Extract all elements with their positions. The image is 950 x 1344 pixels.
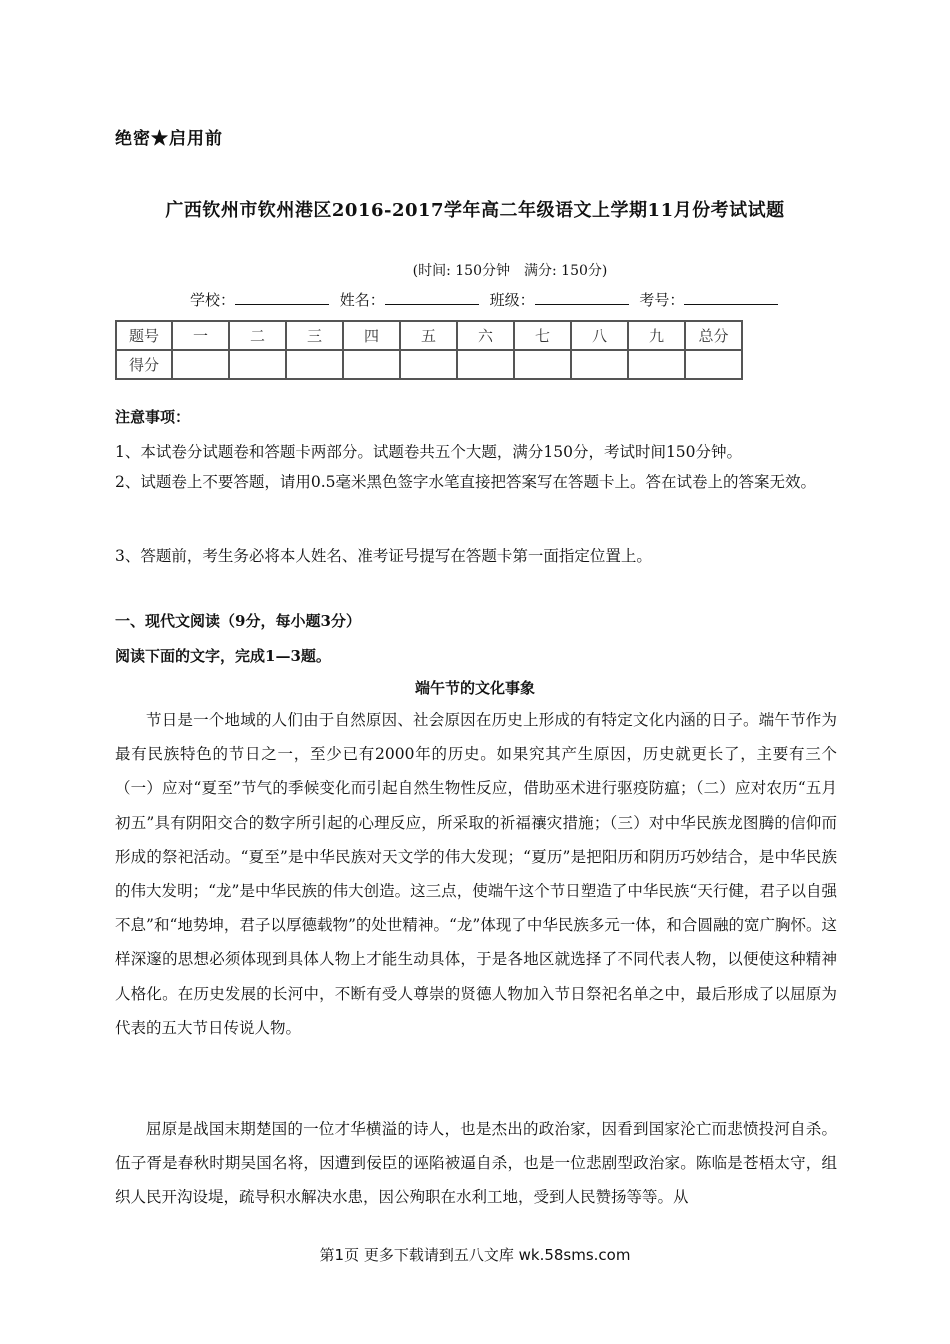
score-cell[interactable] [229,350,286,379]
article-paragraph-2: 屈原是战国末期楚国的一位才华横溢的诗人，也是杰出的政治家，因看到国家沦亡而悲愤投河自杀。伍子胥是春秋时期吴国名将，因遭到佞臣的诬陷被逼自杀，也是一位悲剧型政治家。陈临是苍梧太守，组织人民开沟设堤，疏导积水解决水患，因公殉职在水利工地，受到人民赞扬等等。从 [115,1120,837,1207]
section-instruction: 阅读下面的文字，完成1—3题。 [115,647,331,665]
score-cell[interactable] [628,350,685,379]
confidential-label: 绝密★启用前 [115,129,223,149]
name-blank[interactable] [385,291,479,305]
exam-number-label: 考号： [639,291,685,309]
table-cell: 五 [400,321,457,350]
score-cell[interactable] [685,350,742,379]
name-label: 姓名： [339,291,385,309]
score-cell[interactable] [172,350,229,379]
score-cell[interactable] [457,350,514,379]
page-footer: 第1页 更多下载请到五八文库 wk.58sms.com [319,1246,631,1264]
table-cell: 四 [343,321,400,350]
class-label: 班级： [489,291,535,309]
student-info-line [190,289,784,310]
table-cell: 总分 [685,321,742,350]
score-cell[interactable] [571,350,628,379]
score-cell[interactable] [400,350,457,379]
table-cell: 七 [514,321,571,350]
table-cell: 一 [172,321,229,350]
score-cell[interactable] [286,350,343,379]
score-table [115,320,743,380]
article-paragraph-1: 节日是一个地域的人们由于自然原因、社会原因在历史上形成的有特定文化内涵的日子。端午节作为最有民族特色的节日之一，至少已有2000年的历史。如果究其产生原因，历史就更长了，主要有三个（一）应对“夏至”节气的季候变化而引起自然生物性反应，借助巫术进行驱疫防瘟；（二）应对农历“五月初五”具有阴阳交合的数字所引起的心理反应，所采取的祈福禳灾措施；（三）对中华民族龙图腾的信仰而形成的祭祀活动。“夏至”是中华民族对天文学的伟大发现；“夏历”是把阳历和阴历巧妙结合，是中华民族的伟大发明；“龙”是中华民族的伟大创造。这三点，使端午这个节日塑造了中华民族“天行健，君子以自强不息”和“地势坤，君子以厚德载物”的处世精神。“龙”体现了中华民族多元一体，和合圆融的宽广胸怀。这样深邃的思想必须体现到具体人物上才能生动具体，于是各地区就选择了不同代表人物，以便使这种精神人格化。在历史发展的长河中，不断有受人尊崇的贤德人物加入节日祭祀名单之中，最后形成了以屈原为代表的五大节日传说人物。 [115,711,837,1037]
score-table-header-row [116,321,742,350]
school-label: 学校： [190,291,236,309]
notice-heading: 注意事项： [115,408,191,426]
time-info: (时间: 150分钟 满分: 150分) [412,263,608,279]
table-cell: 得分 [116,350,172,379]
exam-number-blank[interactable] [684,291,778,305]
class-blank[interactable] [535,291,629,305]
score-cell[interactable] [514,350,571,379]
article-title: 端午节的文化事象 [414,679,535,697]
table-cell: 九 [628,321,685,350]
table-cell: 二 [229,321,286,350]
table-cell: 八 [571,321,628,350]
notice-item-2: 2、试题卷上不要答题，请用0.5毫米黑色签字水笔直接把答案写在答题卡上。答在试卷上的答案无效。 [115,473,817,491]
notice-item-1: 1、本试卷分试题卷和答题卡两部分。试题卷共五个大题，满分150分，考试时间150分钟。 [115,443,743,461]
table-cell: 六 [457,321,514,350]
score-table-score-row [116,350,742,379]
score-cell[interactable] [343,350,400,379]
notice-item-3: 3、答题前，考生务必将本人姓名、准考证号提写在答题卡第一面指定位置上。 [115,547,652,565]
exam-title: 广西钦州市钦州港区2016-2017学年高二年级语文上学期11月份考试试题 [165,200,785,221]
table-cell: 题号 [116,321,172,350]
table-cell: 三 [286,321,343,350]
school-blank[interactable] [235,291,329,305]
section-heading: 一、现代文阅读（9分，每小题3分） [115,612,361,630]
